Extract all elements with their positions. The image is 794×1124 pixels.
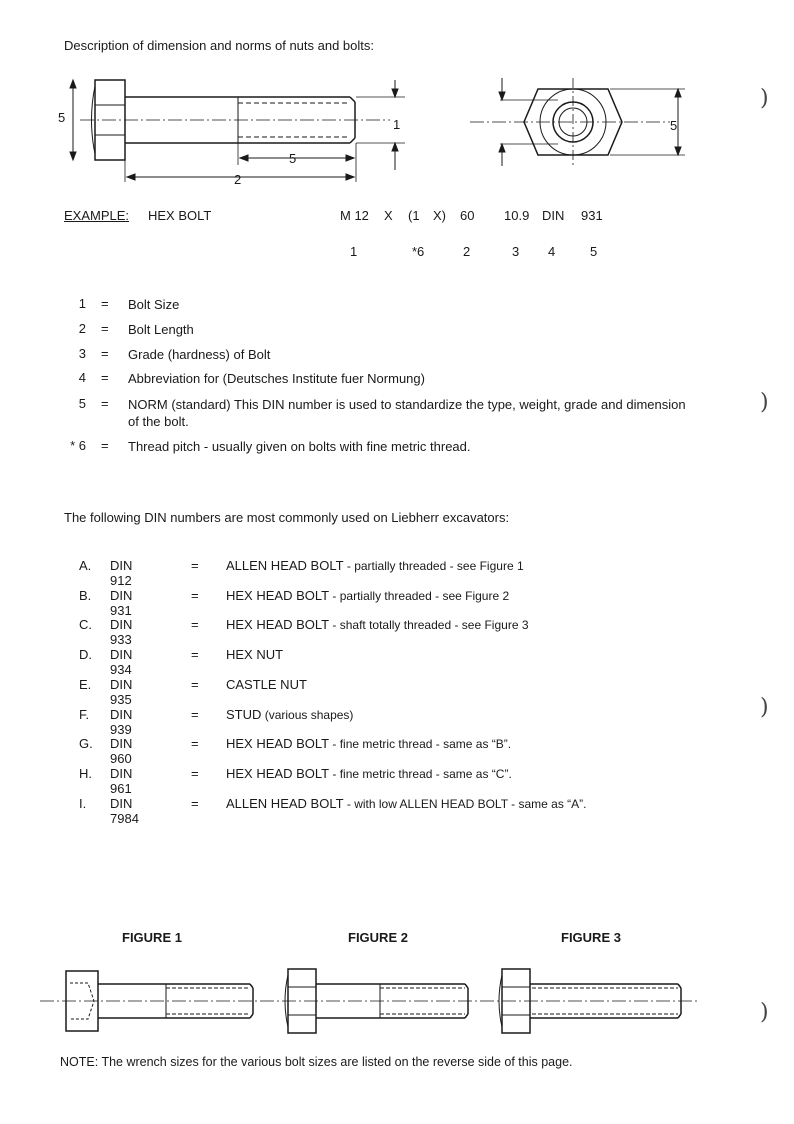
code-index: 1 <box>350 244 358 259</box>
din-eq: = <box>191 766 199 781</box>
code-part: DIN <box>542 208 565 223</box>
din-number: DIN 933 <box>110 617 133 647</box>
din-name: HEX HEAD BOLT <box>226 617 330 632</box>
code-index: 4 <box>548 244 556 259</box>
page-heading: Description of dimension and norms of nuts and bolts: <box>64 38 375 53</box>
din-desc: - fine metric thread - same as “B”. <box>329 737 512 751</box>
legend-num: 5 <box>78 396 86 411</box>
din-desc: - shaft totally threaded - see Figure 3 <box>329 618 529 632</box>
legend-num: 2 <box>78 321 86 336</box>
din-eq: = <box>191 796 199 811</box>
code-index: 2 <box>463 244 471 259</box>
thread-len-dim-label: 5 <box>289 151 297 166</box>
din-number: DIN 935 <box>110 677 133 707</box>
din-letter: I. <box>79 796 87 811</box>
din-eq: = <box>191 617 199 632</box>
binder-hole-mark: ) <box>760 86 769 111</box>
legend-desc: Bolt Length <box>128 322 194 337</box>
din-desc: - partially threaded - see Figure 1 <box>343 559 524 573</box>
din-letter: C. <box>79 617 92 632</box>
din-letter: B. <box>79 588 92 603</box>
code-index: 3 <box>512 244 520 259</box>
din-letter: E. <box>79 677 92 692</box>
din-eq: = <box>191 558 199 573</box>
legend-eq: = <box>101 438 109 453</box>
figure-3-title: FIGURE 3 <box>561 930 621 945</box>
binder-hole-mark: ) <box>760 1000 769 1025</box>
legend-desc: Abbreviation for (Deutsches Institute fuer Normung) <box>128 371 425 386</box>
thread-dia-dim-label: 1 <box>393 117 401 132</box>
legend-num: * 6 <box>70 438 86 453</box>
code-part: 60 <box>460 208 475 223</box>
din-name: HEX HEAD BOLT <box>226 736 330 751</box>
legend-desc: Grade (hardness) of Bolt <box>128 347 271 362</box>
legend-num: 1 <box>78 296 86 311</box>
note: NOTE: The wrench sizes for the various bolt sizes are listed on the reverse side of this page. <box>60 1055 573 1069</box>
nut-dim-label: 5 <box>670 118 678 133</box>
example-value: HEX BOLT <box>148 208 212 223</box>
legend-eq: = <box>101 321 109 336</box>
code-part: (1 <box>408 208 420 223</box>
nut-dimension-diagram <box>470 70 670 170</box>
din-name: HEX HEAD BOLT <box>226 588 330 603</box>
din-desc: - with low ALLEN HEAD BOLT - same as “A”. <box>343 797 587 811</box>
example-label: EXAMPLE: <box>64 208 130 223</box>
code-part: X) <box>433 208 446 223</box>
code-part: 931 <box>581 208 603 223</box>
legend-eq: = <box>101 296 109 311</box>
legend-desc: Bolt Size <box>128 297 180 312</box>
legend-desc: Thread pitch - usually given on bolts with fine metric thread. <box>128 439 471 454</box>
bolt-head-dim-label: 5 <box>58 110 66 125</box>
din-eq: = <box>191 647 199 662</box>
code-index: *6 <box>412 244 425 259</box>
figure-2-title: FIGURE 2 <box>348 930 408 945</box>
din-intro: The following DIN numbers are most commonly used on Liebherr excavators: <box>64 510 510 525</box>
din-desc: - fine metric thread - same as “C”. <box>329 767 512 781</box>
binder-hole-mark: ) <box>760 695 769 720</box>
din-eq: = <box>191 588 199 603</box>
din-number: DIN 939 <box>110 707 133 737</box>
din-number: DIN 960 <box>110 736 133 766</box>
din-desc: (various shapes) <box>261 708 354 722</box>
code-part: M 12 <box>340 208 369 223</box>
din-name: ALLEN HEAD BOLT <box>226 558 344 573</box>
din-name: HEX HEAD BOLT <box>226 766 330 781</box>
legend-num: 3 <box>78 346 86 361</box>
din-letter: F. <box>79 707 90 722</box>
din-number: DIN 961 <box>110 766 133 796</box>
din-eq: = <box>191 736 199 751</box>
code-part: X <box>384 208 393 223</box>
din-eq: = <box>191 707 199 722</box>
legend-num: 4 <box>78 370 86 385</box>
din-letter: G. <box>79 736 93 751</box>
din-letter: A. <box>79 558 92 573</box>
din-number: DIN 7984 <box>110 796 139 826</box>
code-index: 5 <box>590 244 598 259</box>
din-number: DIN 912 <box>110 558 133 588</box>
legend-eq: = <box>101 396 109 411</box>
din-letter: D. <box>79 647 92 662</box>
din-name: CASTLE NUT <box>226 677 307 692</box>
legend-eq: = <box>101 370 109 385</box>
din-desc: - partially threaded - see Figure 2 <box>329 589 510 603</box>
din-name: HEX NUT <box>226 647 284 662</box>
din-eq: = <box>191 677 199 692</box>
din-number: DIN 934 <box>110 647 133 677</box>
din-letter: H. <box>79 766 92 781</box>
figure-1-title: FIGURE 1 <box>122 930 182 945</box>
binder-hole-mark: ) <box>760 390 769 415</box>
din-name: ALLEN HEAD BOLT <box>226 796 344 811</box>
code-part: 10.9 <box>504 208 530 223</box>
bolt-figures <box>40 965 700 1045</box>
bolt-len-dim-label: 2 <box>234 172 242 187</box>
legend-eq: = <box>101 346 109 361</box>
din-number: DIN 931 <box>110 588 133 618</box>
legend-desc: NORM (standard) This DIN number is used to standardize the type, weight, grade and dimension of the bolt. <box>128 397 686 429</box>
din-name: STUD <box>226 707 262 722</box>
